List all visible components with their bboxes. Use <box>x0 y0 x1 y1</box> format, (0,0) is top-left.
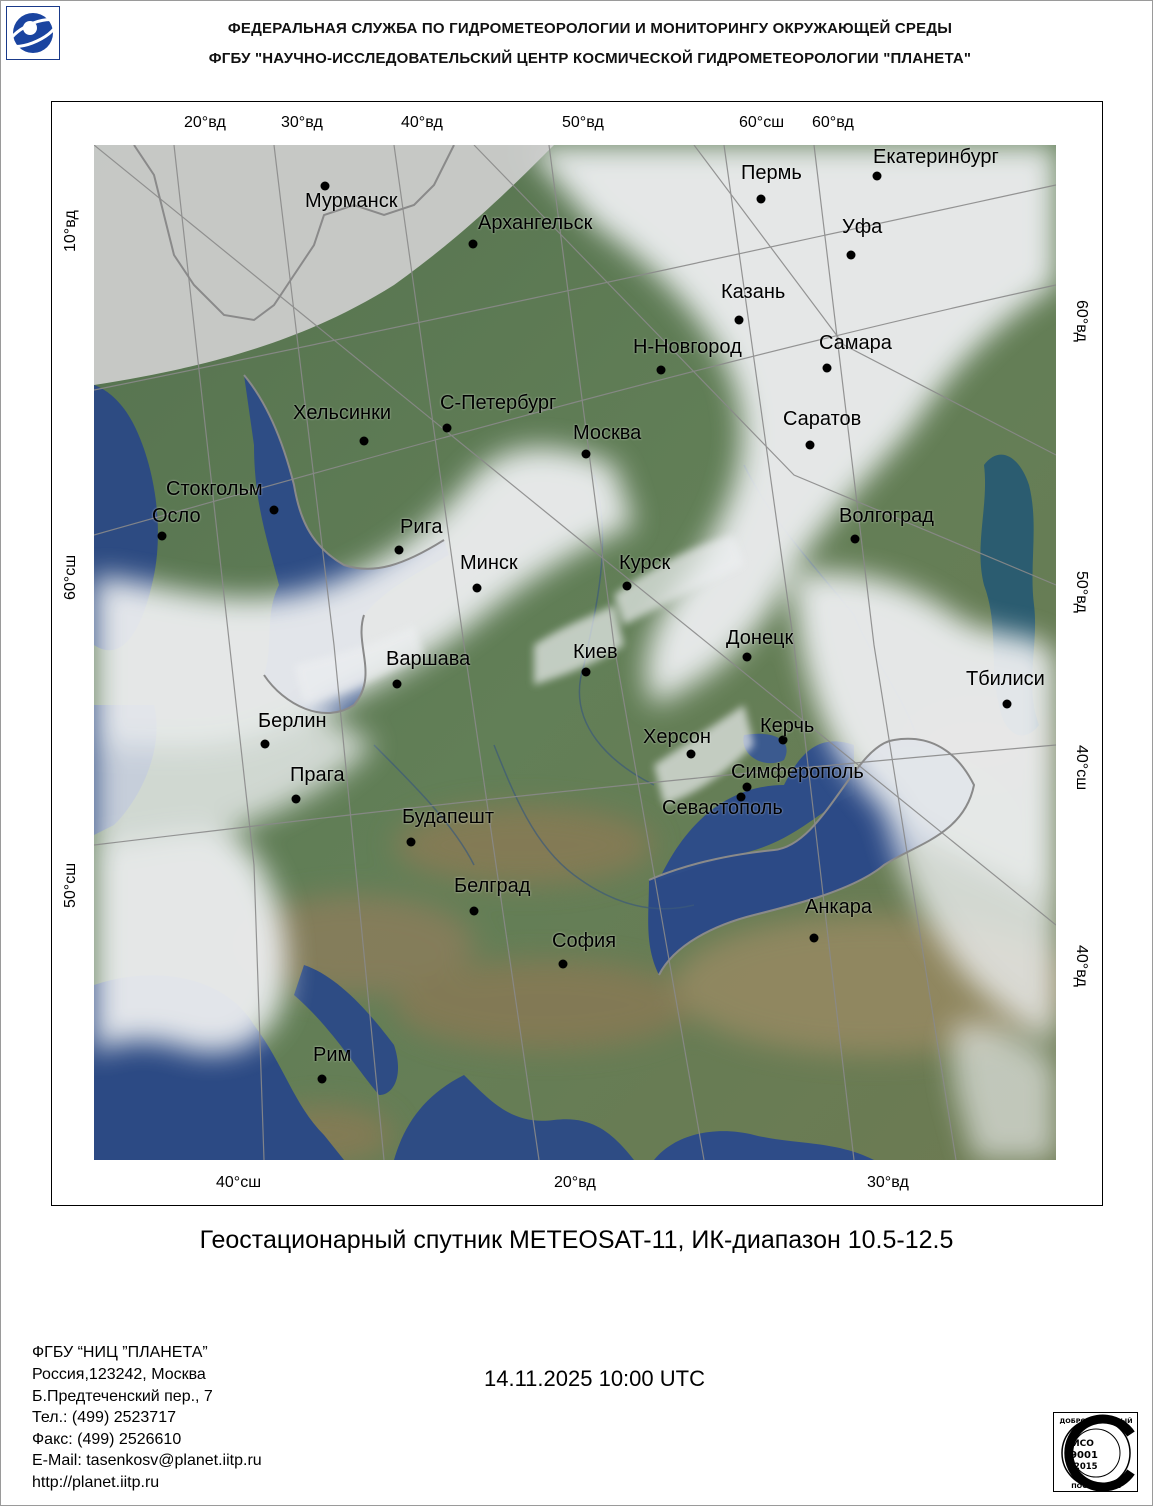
image-timestamp: 14.11.2025 10:00 UTC <box>484 1366 705 1391</box>
iso-line3: -2015 <box>1070 1462 1098 1472</box>
city-label-tbilisi: Тбилиси <box>966 668 1045 690</box>
planeta-logo <box>6 6 60 60</box>
city-label-kerch: Керчь <box>760 715 815 737</box>
city-marker-32[interactable] <box>318 1075 327 1084</box>
grid-label-left-10e: 10°вд <box>62 210 79 252</box>
city-marker-28[interactable] <box>407 838 416 847</box>
city-label-belgrade: Белград <box>454 875 531 897</box>
city-label-moscow: Москва <box>573 422 642 444</box>
city-label-sevastopol: Севастополь <box>662 797 783 819</box>
city-marker-29[interactable] <box>470 907 479 916</box>
city-marker-17[interactable] <box>623 582 632 591</box>
city-marker-30[interactable] <box>810 934 819 943</box>
city-label-stockholm: Стокгольм <box>166 478 263 500</box>
city-label-st-petersburg: С-Петербург <box>440 392 557 414</box>
grid-label-top-30e: 30°вд <box>281 114 323 131</box>
city-label-arkhangelsk: Архангельск <box>478 212 593 234</box>
city-marker-4[interactable] <box>847 251 856 260</box>
city-marker-9[interactable] <box>443 424 452 433</box>
city-marker-3[interactable] <box>873 172 882 181</box>
city-marker-10[interactable] <box>582 450 591 459</box>
city-marker-31[interactable] <box>559 960 568 969</box>
city-label-kursk: Курск <box>619 552 671 574</box>
city-marker-8[interactable] <box>360 437 369 446</box>
grid-label-right-40n: 40°сш <box>1073 745 1090 791</box>
city-label-minsk: Минск <box>460 552 518 574</box>
map-caption: Геостационарный спутник METEOSAT-11, ИК-диапазон 10.5-12.5 <box>199 1226 954 1254</box>
grid-label-bottom-20e: 20°вд <box>554 1174 596 1191</box>
city-marker-11[interactable] <box>806 441 815 450</box>
grid-label-right-50e: 50°вд <box>1073 571 1090 613</box>
city-label-saratov: Саратов <box>783 408 862 430</box>
city-marker-20[interactable] <box>743 653 752 662</box>
city-label-ekaterinburg: Екатеринбург <box>873 146 999 168</box>
grid-label-top-60e: 60°вд <box>812 114 854 131</box>
city-label-kherson: Херсон <box>643 726 711 748</box>
city-label-oslo: Осло <box>152 505 201 527</box>
city-marker-15[interactable] <box>851 535 860 544</box>
city-label-samara: Самара <box>819 332 892 354</box>
city-label-helsinki: Хельсинки <box>293 402 392 424</box>
city-label-berlin: Берлин <box>258 710 327 732</box>
iso-line1: ИСО <box>1072 1439 1094 1449</box>
city-marker-13[interactable] <box>158 532 167 541</box>
city-label-budapest: Будапешт <box>402 806 494 828</box>
city-marker-23[interactable] <box>687 750 696 759</box>
city-label-murmansk: Мурманск <box>305 190 398 212</box>
city-label-n-novgorod: Н-Новгород <box>633 336 742 358</box>
city-label-volgograd: Волгоград <box>839 505 934 527</box>
footer-org: ФГБУ “НИЦ ”ПЛАНЕТА” <box>32 1344 208 1361</box>
grid-label-bottom-30e: 30°вд <box>867 1174 909 1191</box>
grid-label-top-50e: 50°вд <box>562 114 604 131</box>
city-marker-21[interactable] <box>1003 700 1012 709</box>
grid-label-left-50n: 50°сш <box>62 862 79 908</box>
grid-label-right-60e: 60°вд <box>1073 300 1090 342</box>
city-marker-22[interactable] <box>261 740 270 749</box>
grid-label-top-60n: 60°сш <box>739 114 785 131</box>
footer-street: Б.Предтеченский пер., 7 <box>32 1388 213 1405</box>
city-marker-14[interactable] <box>395 546 404 555</box>
iso-arc-top: ДОБРОСОВЕСТНЫЙ <box>1059 1417 1133 1425</box>
grid-label-left-60n: 60°сш <box>62 554 79 600</box>
city-marker-18[interactable] <box>393 680 402 689</box>
iso-certification-badge <box>1053 1412 1138 1492</box>
city-marker-16[interactable] <box>473 584 482 593</box>
city-label-ufa: Уфа <box>842 216 883 238</box>
city-label-kiev: Киев <box>573 641 618 663</box>
city-label-prague: Прага <box>290 764 345 786</box>
grid-label-right-40e: 40°вд <box>1073 945 1090 987</box>
city-label-warsaw: Варшава <box>386 648 471 670</box>
city-marker-5[interactable] <box>735 316 744 325</box>
footer-email: E-Mail: tasenkosv@planet.iitp.ru <box>32 1452 262 1469</box>
header-center: ФГБУ "НАУЧНО-ИССЛЕДОВАТЕЛЬСКИЙ ЦЕНТР КОСМИЧЕСКОЙ ГИДРОМЕТЕОРОЛОГИИ "ПЛАНЕТА" <box>208 50 972 67</box>
city-marker-25[interactable] <box>292 795 301 804</box>
city-marker-6[interactable] <box>657 366 666 375</box>
city-label-sofia: София <box>552 930 617 952</box>
footer-city: Россия,123242, Москва <box>32 1366 206 1383</box>
footer-website[interactable]: http://planet.iitp.ru <box>32 1474 160 1491</box>
footer-phone: Тел.: (499) 2523717 <box>32 1409 176 1426</box>
city-marker-7[interactable] <box>823 364 832 373</box>
city-label-simferopol: Симферополь <box>731 761 864 783</box>
city-label-kazan: Казань <box>721 281 786 303</box>
city-marker-1[interactable] <box>469 240 478 249</box>
city-label-rome: Рим <box>313 1044 352 1066</box>
iso-arc-bottom: ПОСТАВЩИК <box>1071 1482 1121 1490</box>
city-marker-12[interactable] <box>270 506 279 515</box>
city-marker-19[interactable] <box>582 668 591 677</box>
city-marker-2[interactable] <box>757 195 766 204</box>
city-label-ankara: Анкара <box>805 896 872 918</box>
grid-label-top-40e: 40°вд <box>401 114 443 131</box>
city-label-riga: Рига <box>400 516 443 538</box>
header-agency: ФЕДЕРАЛЬНАЯ СЛУЖБА ПО ГИДРОМЕТЕОРОЛОГИИ И МОНИТОРИНГУ ОКРУЖАЮЩЕЙ СРЕДЫ <box>227 20 953 37</box>
grid-label-bottom-40n: 40°сш <box>216 1174 262 1191</box>
city-label-perm: Пермь <box>741 162 802 184</box>
city-label-donetsk: Донецк <box>726 627 794 649</box>
iso-line2: 9001 <box>1070 1450 1098 1461</box>
footer-fax: Факс: (499) 2526610 <box>32 1431 182 1448</box>
grid-label-top-20e: 20°вд <box>184 114 226 131</box>
